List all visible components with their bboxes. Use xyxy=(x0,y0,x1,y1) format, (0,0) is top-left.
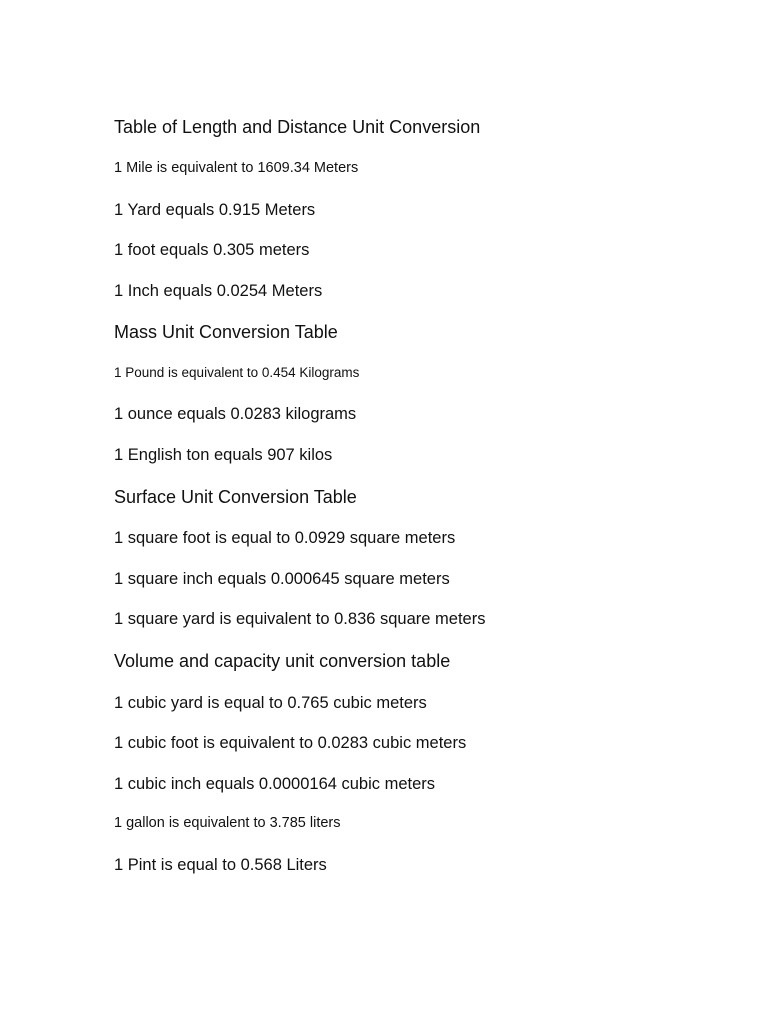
conversion-line: 1 English ton equals 907 kilos xyxy=(114,446,333,464)
conversion-line: 1 Pint is equal to 0.568 Liters xyxy=(114,856,327,874)
conversion-line: 1 cubic yard is equal to 0.765 cubic meters xyxy=(114,694,427,712)
section-heading-volume: Volume and capacity unit conversion table xyxy=(114,651,451,671)
conversion-line: 1 square inch equals 0.000645 square meters xyxy=(114,570,450,588)
conversion-line: 1 cubic foot is equivalent to 0.0283 cubic meters xyxy=(114,734,467,752)
conversion-line: 1 square foot is equal to 0.0929 square meters xyxy=(114,529,456,547)
conversion-line: 1 cubic inch equals 0.0000164 cubic meters xyxy=(114,775,436,793)
conversion-line: 1 Yard equals 0.915 Meters xyxy=(114,201,316,219)
conversion-line: 1 Mile is equivalent to 1609.34 Meters xyxy=(114,160,359,176)
section-heading-mass: Mass Unit Conversion Table xyxy=(114,322,338,342)
conversion-line: 1 Pound is equivalent to 0.454 Kilograms xyxy=(114,365,360,380)
conversion-line: 1 gallon is equivalent to 3.785 liters xyxy=(114,815,341,831)
conversion-line: 1 square yard is equivalent to 0.836 square meters xyxy=(114,610,486,628)
section-heading-surface: Surface Unit Conversion Table xyxy=(114,487,357,507)
conversion-line: 1 foot equals 0.305 meters xyxy=(114,241,310,259)
conversion-line: 1 Inch equals 0.0254 Meters xyxy=(114,282,323,300)
conversion-line: 1 ounce equals 0.0283 kilograms xyxy=(114,405,357,423)
section-heading-length: Table of Length and Distance Unit Conversion xyxy=(114,117,481,137)
